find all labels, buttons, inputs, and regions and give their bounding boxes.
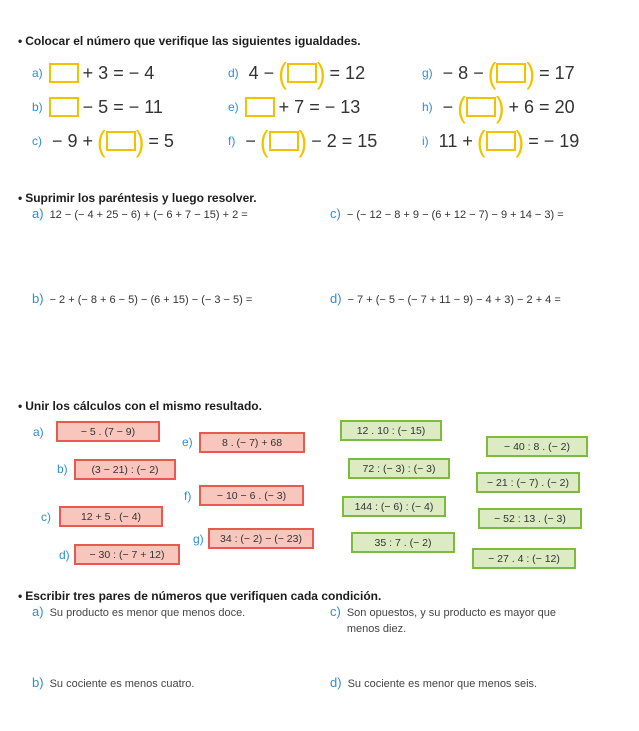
condition-text: Su cociente es menor que menos seis. [347, 678, 538, 690]
close-paren-icon: ) [298, 123, 308, 159]
equation-label: d) [228, 66, 239, 80]
card-text: 12 + 5 . (− 4) [80, 510, 142, 523]
equation-suffix: + 7 = − 13 [278, 96, 361, 117]
red-card-e[interactable] [199, 432, 305, 453]
equation-suffix: = 12 [329, 62, 366, 83]
red-card-g[interactable] [208, 528, 314, 549]
open-paren-icon: ( [457, 89, 466, 125]
answer-box[interactable] [49, 97, 79, 117]
equation-row [228, 55, 369, 91]
card-text: − 27 . 4 : (− 12) [488, 552, 560, 565]
red-card-b[interactable] [74, 459, 176, 480]
equation-label: i) [422, 134, 429, 148]
equation-prefix: 11 + [438, 130, 473, 151]
equation-suffix: + 6 = 20 [508, 96, 575, 117]
card-label-b: b) [57, 462, 68, 476]
card-text: 144 : (− 6) : (− 4) [354, 500, 434, 513]
card-text: − 10 − 6 . (− 3) [216, 489, 287, 502]
equation-label: f) [228, 134, 236, 148]
open-paren-icon: ( [259, 123, 269, 159]
equation-suffix: − 2 = 15 [311, 130, 378, 151]
card-text: 8 . (− 7) + 68 [221, 436, 283, 449]
equation-suffix: = 17 [539, 62, 575, 83]
section3-title: Unir los cálculos con el mismo resultado. [25, 399, 262, 413]
open-paren-icon: ( [487, 55, 497, 91]
close-paren-icon: ) [316, 55, 326, 91]
exercise-label: b) [32, 291, 44, 306]
green-card-3[interactable] [342, 496, 446, 517]
equation-row [422, 123, 583, 159]
green-card-6[interactable] [476, 472, 580, 493]
answer-box[interactable] [245, 97, 275, 117]
answer-box[interactable] [496, 63, 526, 83]
card-label-g: g) [193, 532, 204, 546]
equation-row [422, 89, 579, 125]
condition-a [32, 605, 312, 621]
equation-prefix: 4 − [248, 62, 275, 83]
condition-d [330, 676, 600, 692]
close-paren-icon: ) [526, 55, 536, 91]
section1-heading [18, 34, 361, 48]
open-paren-icon: ( [278, 55, 287, 91]
equation-label: b) [32, 100, 43, 114]
red-card-c[interactable] [59, 506, 163, 527]
card-label-a: a) [33, 425, 44, 439]
card-text: 34 : (− 2) − (− 23) [219, 532, 302, 545]
equation-suffix: = 5 [148, 130, 174, 151]
card-label-e: e) [182, 435, 193, 449]
green-card-7[interactable] [478, 508, 582, 529]
open-paren-icon: ( [476, 123, 486, 159]
green-card-5[interactable] [486, 436, 588, 457]
equation-prefix: − 9 + [52, 130, 94, 151]
green-card-8[interactable] [472, 548, 576, 569]
card-label-d: d) [59, 548, 70, 562]
exercise-expression: 12 − (− 4 + 25 − 6) + (− 6 + 7 − 15) + 2 = [49, 209, 248, 221]
equation-row [32, 123, 178, 159]
bullet-icon: • [18, 589, 23, 603]
card-text: − 21 : (− 7) . (− 2) [487, 476, 569, 489]
green-card-2[interactable] [348, 458, 450, 479]
condition-label: c) [330, 604, 341, 619]
section2-title: Suprimir los paréntesis y luego resolver. [25, 191, 257, 205]
section3-heading [18, 399, 262, 413]
equation-suffix: = − 19 [528, 130, 580, 151]
equation-label: a) [32, 66, 43, 80]
close-paren-icon: ) [135, 123, 145, 159]
answer-box[interactable] [49, 63, 79, 83]
equation-row [228, 94, 364, 120]
condition-b [32, 676, 312, 692]
section4-heading [18, 589, 381, 603]
card-text: − 30 : (− 7 + 12) [89, 548, 165, 561]
condition-c [330, 605, 600, 637]
exercise-expression: − 2 + (− 8 + 6 − 5) − (6 + 15) − (− 3 − 5) = [49, 294, 253, 306]
equation-prefix: − 8 − [442, 62, 484, 83]
equation-label: h) [422, 100, 433, 114]
condition-text: Son opuestos, y su producto es mayor que menos diez. [346, 607, 556, 635]
section4-title: Escribir tres pares de números que verifiquen cada condición. [25, 589, 382, 603]
equation-label: g) [422, 66, 433, 80]
red-card-f[interactable] [199, 485, 304, 506]
equation-label: e) [228, 100, 239, 114]
card-text: − 5 . (7 − 9) [80, 425, 136, 438]
card-text: − 40 : 8 . (− 2) [504, 440, 570, 453]
bullet-icon: • [18, 34, 23, 48]
equation-suffix: + 3 = − 4 [82, 62, 155, 83]
equation-row [32, 94, 167, 120]
condition-label: d) [330, 675, 342, 690]
exercise-expression: − 7 + (− 5 − (− 7 + 11 − 9) − 4 + 3) − 2 + 4 = [347, 294, 561, 306]
condition-label: b) [32, 675, 44, 690]
close-paren-icon: ) [515, 123, 525, 159]
exercise-b [32, 291, 252, 306]
equation-row [228, 123, 381, 159]
green-card-1[interactable] [340, 420, 442, 441]
exercise-d [330, 291, 561, 306]
bullet-icon: • [18, 399, 23, 413]
open-paren-icon: ( [97, 123, 106, 159]
equation-prefix: − [442, 96, 454, 117]
section2-heading [18, 191, 257, 205]
green-card-4[interactable] [351, 532, 455, 553]
condition-text: Su producto es menor que menos doce. [49, 607, 246, 619]
card-text: − 52 : 13 . (− 3) [494, 512, 566, 525]
card-text: 35 : 7 . (− 2) [374, 536, 432, 549]
section1-title: Colocar el número que verifique las siguientes igualdades. [25, 34, 361, 48]
exercise-label: a) [32, 206, 44, 221]
equation-row [422, 55, 579, 91]
equation-label: c) [32, 134, 42, 148]
card-text: (3 − 21) : (− 2) [91, 463, 159, 476]
answer-box[interactable] [287, 63, 317, 83]
bullet-icon: • [18, 191, 23, 205]
red-card-a[interactable] [56, 421, 160, 442]
answer-box[interactable] [486, 131, 516, 151]
answer-box[interactable] [106, 131, 136, 151]
exercise-label: d) [330, 291, 342, 306]
condition-text: Su cociente es menos cuatro. [49, 678, 195, 690]
card-text: 72 : (− 3) : (− 3) [362, 462, 436, 475]
card-text: 12 . 10 : (− 15) [356, 424, 426, 437]
exercise-a [32, 206, 248, 221]
card-label-f: f) [184, 489, 192, 503]
red-card-d[interactable] [74, 544, 180, 565]
close-paren-icon: ) [495, 89, 505, 125]
card-label-c: c) [41, 510, 51, 524]
exercise-expression: − (− 12 − 8 + 9 − (6 + 12 − 7) − 9 + 14 − 3) = [346, 209, 564, 221]
answer-box[interactable] [466, 97, 496, 117]
equation-prefix: − [245, 130, 256, 151]
exercise-c [330, 206, 564, 221]
equation-suffix: − 5 = − 11 [82, 96, 163, 117]
answer-box[interactable] [269, 131, 299, 151]
condition-label: a) [32, 604, 44, 619]
exercise-label: c) [330, 206, 341, 221]
equation-row [32, 60, 158, 86]
